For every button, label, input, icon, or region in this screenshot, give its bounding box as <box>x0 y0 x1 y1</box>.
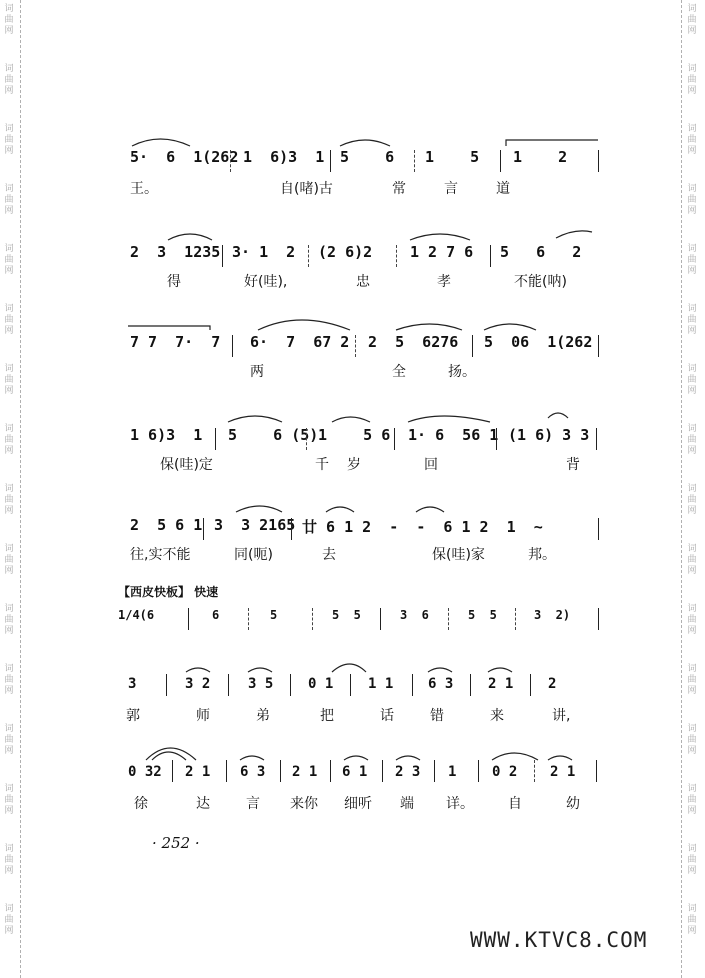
watermark-char: 词 <box>4 424 14 434</box>
notes-line <box>0 243 705 269</box>
lyric: 言 <box>246 796 260 812</box>
score-system-3 <box>0 333 705 423</box>
watermark-char: 网 <box>4 386 14 396</box>
watermark-char: 曲 <box>4 555 14 565</box>
lyric: 保(哇)定 <box>160 457 213 473</box>
watermark-char: 曲 <box>4 75 14 85</box>
measure: 1 5 <box>425 148 480 166</box>
lyric: 话 <box>380 708 394 724</box>
watermark-char: 词 <box>4 364 14 374</box>
watermark-char: 词 <box>687 4 697 14</box>
watermark-char: 词 <box>4 244 14 254</box>
barline <box>396 245 397 267</box>
measure: 2 1 <box>292 764 318 780</box>
watermark-char: 词 <box>4 124 14 134</box>
score-system-2 <box>0 243 705 333</box>
watermark-char: 曲 <box>687 555 697 565</box>
watermark-char: 网 <box>687 926 697 936</box>
lyric: 细听 <box>344 796 372 812</box>
notes-line <box>0 426 705 452</box>
watermark-char: 网 <box>687 266 697 276</box>
watermark-char: 词 <box>687 664 697 674</box>
barline <box>434 760 435 782</box>
measure: 1 <box>448 764 457 780</box>
watermark-char: 曲 <box>687 195 697 205</box>
lyric: 徐 <box>134 796 148 812</box>
measure: 0 2 <box>492 764 518 780</box>
watermark-char: 曲 <box>687 495 697 505</box>
measure: 7 7 7· 7 <box>130 333 221 351</box>
lyrics-line <box>0 178 705 198</box>
lyric: 常言道 <box>392 181 548 197</box>
notes-line <box>0 608 705 634</box>
watermark-char: 曲 <box>687 735 697 745</box>
barline <box>248 608 249 630</box>
watermark-char: 网 <box>687 806 697 816</box>
watermark-char: 网 <box>4 626 14 636</box>
measure: 5 6 2 <box>500 243 582 261</box>
barline <box>598 518 599 540</box>
lyrics-line <box>0 544 705 564</box>
barline <box>598 150 599 172</box>
watermark-char: 词 <box>687 64 697 74</box>
barline <box>232 335 233 357</box>
lyric: 回 <box>424 457 438 473</box>
barline <box>598 608 599 630</box>
barline <box>470 674 471 696</box>
measure: 0 32 <box>128 764 162 780</box>
watermark-char: 曲 <box>4 315 14 325</box>
watermark-char: 网 <box>4 26 14 36</box>
watermark-char: 网 <box>4 926 14 936</box>
barline <box>188 608 189 630</box>
notes-line <box>0 148 705 174</box>
measure: 3· 1 2 <box>232 243 296 261</box>
barline <box>222 245 223 267</box>
watermark-char: 词 <box>687 844 697 854</box>
barline <box>330 150 331 172</box>
score-system-8 <box>0 764 705 854</box>
watermark-char: 网 <box>4 326 14 336</box>
watermark-char: 词 <box>687 424 697 434</box>
watermark-char: 网 <box>687 866 697 876</box>
watermark-chars <box>0 904 18 937</box>
watermark-char: 网 <box>687 566 697 576</box>
watermark-chars <box>683 64 701 97</box>
watermark-char: 网 <box>687 326 697 336</box>
measure: (2 6)2 <box>318 243 373 261</box>
barline <box>330 760 331 782</box>
watermark-char: 词 <box>4 664 14 674</box>
watermark-char: 网 <box>687 146 697 156</box>
watermark-char: 曲 <box>687 855 697 865</box>
watermark-chars <box>683 904 701 937</box>
measure: 1 1 <box>368 676 394 692</box>
score-system-5 <box>0 516 705 606</box>
watermark-char: 词 <box>687 244 697 254</box>
watermark-char: 曲 <box>4 435 14 445</box>
watermark-char: 曲 <box>4 615 14 625</box>
measure: 2 1 <box>488 676 514 692</box>
watermark-char: 网 <box>4 806 14 816</box>
watermark-char: 词 <box>687 784 697 794</box>
measure: 5 6 (5) <box>228 426 319 444</box>
watermark-char: 曲 <box>4 495 14 505</box>
notes-line <box>0 333 705 359</box>
watermark-char: 网 <box>4 266 14 276</box>
measure: 3 2 <box>185 676 211 692</box>
watermark-char: 曲 <box>687 675 697 685</box>
watermark-char: 词 <box>687 304 697 314</box>
notes-line <box>0 516 705 542</box>
lyrics-line <box>0 705 705 725</box>
watermark-char: 曲 <box>687 255 697 265</box>
measure: 6 <box>212 608 220 622</box>
watermark-char: 曲 <box>687 315 697 325</box>
lyric: 自 <box>508 796 522 812</box>
watermark-char: 曲 <box>687 75 697 85</box>
measure: 1 2 <box>513 148 568 166</box>
barline <box>394 428 395 450</box>
measure: (1 6) 3 3 <box>508 426 590 444</box>
measure: 3 5 <box>248 676 274 692</box>
watermark-char: 曲 <box>4 855 14 865</box>
lyric: 全 <box>392 364 406 380</box>
barline <box>166 674 167 696</box>
watermark-char: 词 <box>4 4 14 14</box>
lyric: 保(哇)家 <box>432 547 485 563</box>
watermark-char: 网 <box>687 26 697 36</box>
watermark-char: 曲 <box>687 615 697 625</box>
barline <box>472 335 473 357</box>
barline <box>596 760 597 782</box>
watermark-char: 词 <box>4 304 14 314</box>
measure: 3 6 <box>400 608 429 622</box>
lyric: 两 <box>250 364 264 380</box>
watermark-char: 词 <box>687 364 697 374</box>
barline <box>490 245 491 267</box>
measure: 2 3 1235 <box>130 243 221 261</box>
lyric: 把 <box>320 708 334 724</box>
watermark-char: 网 <box>4 206 14 216</box>
barline <box>382 760 383 782</box>
watermark-char: 词 <box>4 604 14 614</box>
measure: 3 <box>128 676 137 692</box>
barline <box>280 760 281 782</box>
measure: 2 3 <box>395 764 421 780</box>
watermark-char: 网 <box>4 506 14 516</box>
barline <box>215 428 216 450</box>
measure: 廿 6 1 2 - - 6 1 2 1 ~ <box>302 518 543 536</box>
lyric: 忠 <box>356 274 370 290</box>
measure: 6 1 <box>342 764 368 780</box>
barline <box>478 760 479 782</box>
section-label: 【西皮快板】 快速 <box>118 585 219 599</box>
lyric: 同(呃) <box>234 547 273 563</box>
watermark-char: 曲 <box>4 735 14 745</box>
watermark-chars <box>683 4 701 37</box>
watermark-char: 曲 <box>4 255 14 265</box>
barline <box>203 518 204 540</box>
lyrics-line <box>0 271 705 291</box>
watermark-char: 词 <box>4 724 14 734</box>
barline <box>172 760 173 782</box>
lyric: 去 <box>322 547 336 563</box>
lyrics-line <box>0 361 705 381</box>
barline <box>534 760 535 782</box>
barline <box>228 674 229 696</box>
watermark-char: 词 <box>687 184 697 194</box>
watermark-char: 词 <box>4 184 14 194</box>
lyric: 得 <box>167 274 181 290</box>
watermark-char: 网 <box>687 206 697 216</box>
watermark-char: 词 <box>687 124 697 134</box>
watermark-char: 网 <box>4 446 14 456</box>
measure: 1· 6 56 1 <box>408 426 499 444</box>
watermark-char: 词 <box>687 724 697 734</box>
barline <box>291 518 292 540</box>
lyric: 端 <box>400 796 414 812</box>
watermark-char: 曲 <box>4 915 14 925</box>
lyric: 郭 <box>126 708 140 724</box>
measure: 2 5 6276 <box>368 333 459 351</box>
site-watermark: WWW.KTVC8.COM <box>470 928 648 952</box>
watermark-chars <box>0 64 18 97</box>
measure: 5 5 <box>468 608 497 622</box>
watermark-char: 网 <box>687 86 697 96</box>
watermark-char: 网 <box>4 866 14 876</box>
watermark-char: 曲 <box>4 195 14 205</box>
lyrics-line <box>0 454 705 474</box>
measure: 1 5 6 <box>318 426 391 444</box>
watermark-char: 网 <box>687 686 697 696</box>
barline <box>226 760 227 782</box>
lyric: 王。 <box>130 181 158 197</box>
measure: 1/4(6 <box>118 608 155 622</box>
measure: 1 6)3 1 <box>243 148 325 166</box>
measure: 6 3 <box>240 764 266 780</box>
barline <box>380 608 381 630</box>
measure: 2 1 <box>550 764 576 780</box>
lyric: 扬。 <box>448 364 476 380</box>
barline <box>598 335 599 357</box>
barline <box>412 674 413 696</box>
watermark-char: 曲 <box>687 15 697 25</box>
lyric: 幼 <box>566 796 580 812</box>
lyric: 好(哇), <box>244 274 288 290</box>
measure: 6· 7 67 2 <box>250 333 350 351</box>
barline <box>290 674 291 696</box>
barline <box>312 608 313 630</box>
lyric: 千岁 <box>315 457 379 473</box>
measure: 1 2 7 6 <box>410 243 474 261</box>
watermark-char: 曲 <box>687 135 697 145</box>
lyric: 自(啫)古 <box>280 181 333 197</box>
lyric: 达 <box>196 796 210 812</box>
barline <box>306 428 307 450</box>
barline <box>500 150 501 172</box>
watermark-char: 曲 <box>687 915 697 925</box>
barline <box>448 608 449 630</box>
watermark-char: 曲 <box>687 435 697 445</box>
measure: 6 3 <box>428 676 454 692</box>
score-system-7 <box>0 676 705 766</box>
watermark-char: 网 <box>687 626 697 636</box>
notes-line <box>0 764 705 790</box>
lyric: 错 <box>430 708 444 724</box>
watermark-char: 曲 <box>4 795 14 805</box>
lyric: 详。 <box>446 796 474 812</box>
watermark-char: 曲 <box>4 375 14 385</box>
score-system-1 <box>0 148 705 238</box>
barline <box>308 245 309 267</box>
score-system-4 <box>0 426 705 516</box>
watermark-char: 词 <box>4 544 14 554</box>
watermark-char: 网 <box>687 446 697 456</box>
watermark-char: 词 <box>687 484 697 494</box>
watermark-char: 曲 <box>687 375 697 385</box>
lyric: 往,实不能 <box>130 547 191 563</box>
watermark-char: 网 <box>4 746 14 756</box>
barline <box>515 608 516 630</box>
measure: 3 3 2165 <box>214 516 296 534</box>
lyric: 背 <box>566 457 580 473</box>
watermark-char: 网 <box>4 686 14 696</box>
measure: 5· 6 1(262 <box>130 148 239 166</box>
measure: 5 5 <box>332 608 361 622</box>
lyric: 讲, <box>552 708 571 724</box>
watermark-char: 词 <box>4 844 14 854</box>
lyric: 孝 <box>437 274 451 290</box>
watermark-char: 曲 <box>687 795 697 805</box>
watermark-char: 网 <box>4 146 14 156</box>
measure: 5 6 <box>340 148 395 166</box>
watermark-char: 词 <box>4 64 14 74</box>
barline <box>530 674 531 696</box>
watermark-char: 词 <box>4 484 14 494</box>
watermark-char: 网 <box>4 86 14 96</box>
barline <box>596 428 597 450</box>
watermark-char: 网 <box>687 506 697 516</box>
lyric: 邦。 <box>528 547 556 563</box>
watermark-char: 词 <box>687 604 697 614</box>
watermark-char: 网 <box>687 386 697 396</box>
measure: 2 1 <box>185 764 211 780</box>
barline <box>355 335 356 357</box>
watermark-chars <box>0 4 18 37</box>
measure: 5 06 1(262 <box>484 333 593 351</box>
watermark-char: 词 <box>4 904 14 914</box>
lyric: 不能(呐) <box>514 274 567 290</box>
measure: 3 2) <box>534 608 571 622</box>
barline <box>230 150 231 172</box>
lyric: 来 <box>490 708 504 724</box>
measure: 2 <box>548 676 557 692</box>
notes-line <box>0 676 705 702</box>
watermark-char: 词 <box>687 904 697 914</box>
lyric: 弟 <box>256 708 270 724</box>
barline <box>350 674 351 696</box>
watermark-char: 词 <box>687 544 697 554</box>
lyric: 师 <box>196 708 210 724</box>
measure: 0 1 <box>308 676 334 692</box>
watermark-char: 曲 <box>4 15 14 25</box>
measure: 2 5 6 1 <box>130 516 203 534</box>
lyric: 来你 <box>290 796 318 812</box>
measure: 5 <box>270 608 278 622</box>
watermark-char: 曲 <box>4 135 14 145</box>
lyrics-line <box>0 793 705 813</box>
watermark-char: 网 <box>4 566 14 576</box>
measure: 1 6)3 1 <box>130 426 203 444</box>
watermark-char: 词 <box>4 784 14 794</box>
watermark-char: 曲 <box>4 675 14 685</box>
page-number: · 252 · <box>152 834 200 852</box>
watermark-char: 网 <box>687 746 697 756</box>
barline <box>496 428 497 450</box>
barline <box>414 150 415 172</box>
